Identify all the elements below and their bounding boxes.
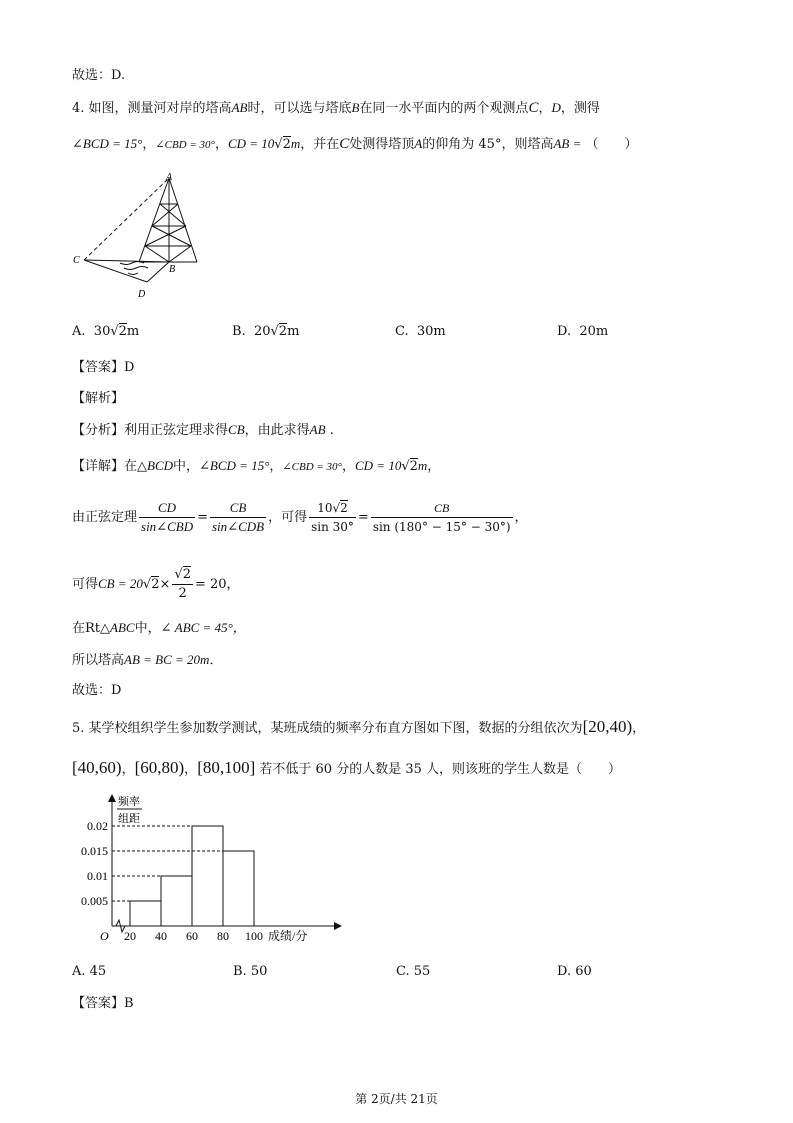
q4-answer: 【答案】D	[72, 360, 135, 375]
q4-guxuan: 故选：D	[72, 683, 122, 698]
q4-option-c[interactable]: C. 30m	[395, 324, 446, 339]
histogram-bar	[192, 826, 223, 926]
histogram-bar	[223, 851, 254, 926]
x-axis-arrow	[334, 922, 342, 930]
tower-figure	[72, 170, 212, 305]
fraction-sqrt2-over-2: $\frac{√2}{2}$	[174, 567, 191, 601]
x-tick-label: 60	[186, 929, 198, 943]
y-axis-label-top: 频率	[118, 796, 140, 808]
fraction-cb-sin-cdb: $\frac{CB}{\text{sin∠CDB}}$	[212, 500, 265, 534]
y-tick-label: 0.02	[87, 819, 108, 833]
y-tick-label: 0.01	[87, 869, 108, 883]
label-b: B	[169, 264, 176, 275]
x-axis-label: 成绩/分	[268, 929, 308, 943]
q5-line2: [40,60)，[60,80)，[80,100] 若不低于 60 分的人数是 35 人，则该班的学生人数是（ ）	[72, 758, 622, 777]
q5-option-d[interactable]: D. 60	[557, 964, 592, 979]
q4-xiangjie: 【详解】在△BCD中，∠BCD = 15°，∠CBD = 30°，CD = 10√2m，	[72, 458, 441, 474]
q4-option-b[interactable]: B. 20√2m	[232, 324, 300, 339]
y-tick-label: 0.015	[81, 844, 108, 858]
y-tick-label: 0.005	[81, 894, 108, 908]
q5-option-a[interactable]: A. 45	[72, 964, 107, 979]
q4-fenxi: 【分析】利用正弦定理求得CB，由此求得AB .	[72, 422, 334, 438]
histogram-bar	[161, 876, 192, 926]
fraction-cb-sin-angle: $\frac{CB}{\sin (180^\circ - 15^\circ - 30^\circ)}$	[372, 501, 511, 534]
histogram-bar	[130, 901, 161, 926]
x-tick-label: 20	[124, 929, 136, 943]
q5-number: 5.	[72, 721, 85, 736]
q4-option-a[interactable]: A. 30√2m	[72, 324, 140, 339]
frequency-histogram	[72, 792, 342, 952]
x-tick-label: 80	[217, 929, 229, 943]
q4-line1: 4. 如图，测量河对岸的塔高AB时，可以选与塔底B在同一水平面内的两个观测点C，D，测得	[72, 100, 600, 116]
q4-final: 所以塔高AB = BC = 20m．	[72, 652, 223, 668]
q5-answer: 【答案】B	[72, 996, 134, 1011]
y-axis-arrow	[108, 794, 116, 802]
q4-sine-law: 由正弦定理 $\frac{CD}{\text{sin∠CBD}}$ = $\frac{CB}{\text{sin∠CDB}}$ ，可得 $\frac{10√2}{\sin 30^\circ}$ = $\frac{CB}{\sin (180^\circ - 15^\circ - 30^\circ)}$ ，	[72, 500, 528, 534]
q4-analysis-head: 【解析】	[72, 391, 125, 406]
prev-answer: 故选：D.	[72, 68, 126, 83]
q5-line1: 5. 某学校组织学生参加数学测试，某班成绩的频率分布直方图如下图，数据的分组依次为[20,40)，	[72, 717, 646, 736]
y-axis-label-bottom: 组距	[118, 813, 140, 825]
q4-rt-triangle: 在Rt△ABC中，∠ ABC = 45°，	[72, 620, 246, 636]
q4-number: 4.	[72, 101, 85, 116]
q4-cb-result: 可得CB = 20√2× $\frac{√2}{2}$ = 20，	[72, 567, 240, 601]
q5-option-b[interactable]: B. 50	[233, 964, 268, 979]
fraction-cd-sin-cbd: $\frac{CD}{\text{sin∠CBD}}$	[141, 500, 194, 534]
label-d: D	[138, 289, 146, 300]
q4-option-d[interactable]: D. 20m	[557, 324, 609, 339]
origin-label: O	[100, 929, 109, 943]
sqrt-sign: √	[274, 137, 283, 152]
page-footer: 第 2页/共 21页	[355, 1092, 438, 1106]
x-tick-label: 40	[155, 929, 167, 943]
label-c: C	[73, 255, 80, 266]
label-a: A	[166, 172, 173, 183]
q4-line2: ∠BCD = 15°，∠CBD = 30°，CD = 10√2m，并在C处测得塔顶A的仰角为 45°，则塔高AB = （ ）	[72, 136, 638, 152]
fraction-10sqrt2-sin30: $\frac{10√2}{\sin 30^\circ}$	[311, 501, 354, 534]
x-tick-label: 100	[245, 929, 263, 943]
q5-option-c[interactable]: C. 55	[396, 964, 431, 979]
